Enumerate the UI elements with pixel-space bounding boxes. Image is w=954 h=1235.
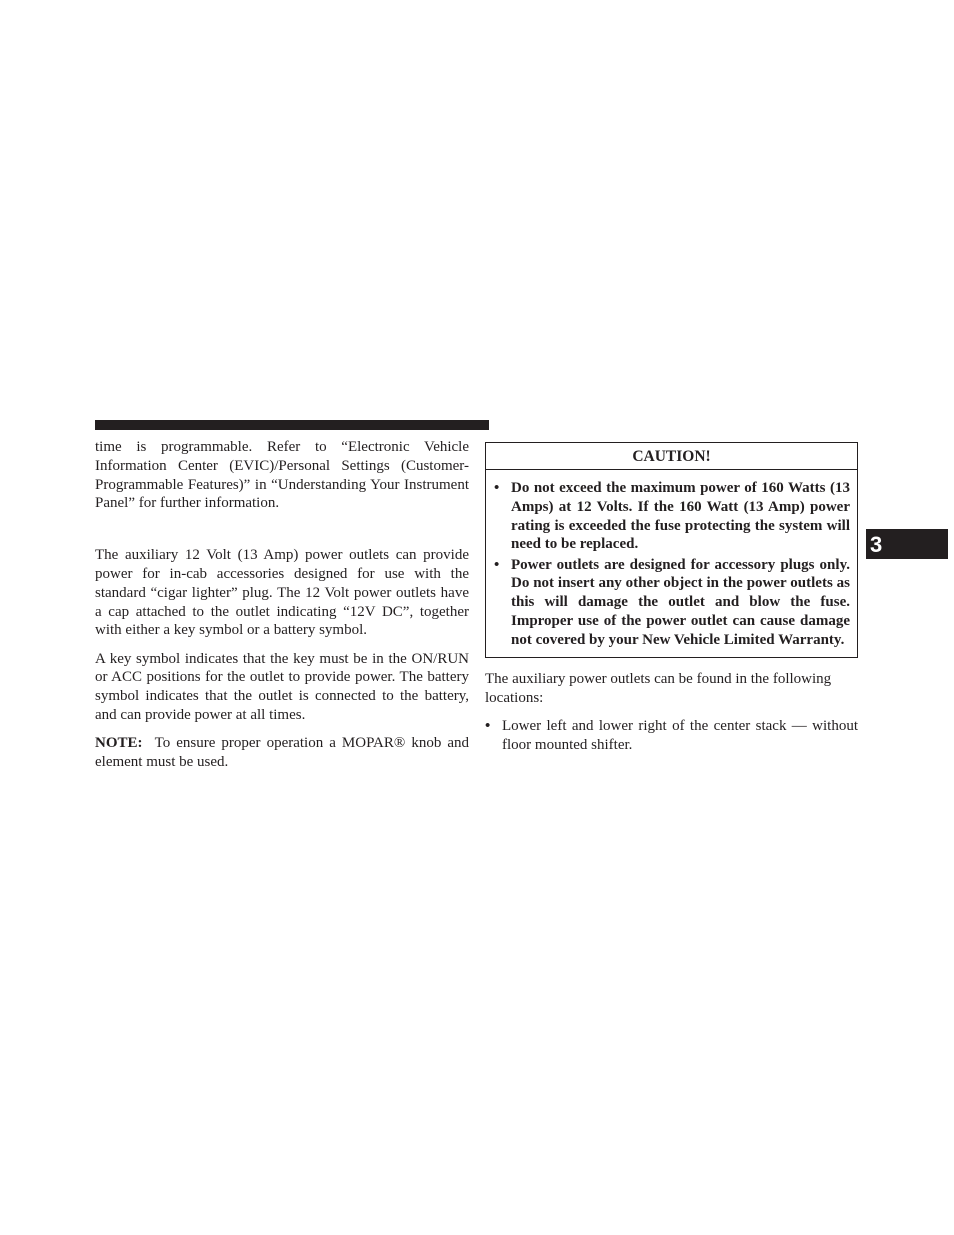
note-paragraph [95,734,469,772]
note-text: To ensure proper operation a MOPAR® knob and element must be used. [95,735,470,771]
section-rule [95,420,489,430]
caution-list [486,470,857,657]
power-outlet-paragraph: The auxiliary 12 Volt (13 Amp) power outlets can provide power for in-cab accessories designed for use with the standard “cigar lighter” plug. The 12 Volt power outlets have a cap attached to the outlet indicating “12V DC”, together with either a key symbol or a battery symbol. [95,547,469,639]
locations-list [485,717,858,755]
bullet-icon: • [494,480,500,496]
bullet-icon: • [485,718,491,735]
continued-paragraph: time is programmable. Refer to “Electronic Vehicle Information Center (EVIC)/Personal Settings (Customer-Programmable Features)” in “Understanding Your Instrument Panel” for further information. [95,439,469,512]
left-column [95,438,469,781]
caution-item-text: Power outlets are designed for accessory plugs only. Do not insert any other object in the power outlets as this will damage the outlet and blow the fuse. Improper use of the power outlet can cause damage not covered by your New Vehicle Limited Warranty. [511,556,850,648]
key-symbol-paragraph: A key symbol indicates that the key must be in the ON/RUN or ACC positions for the outlet to provide power. The battery symbol indicates that the outlet is connected to the battery, and can provide power at all times. [95,650,469,724]
location-item [485,717,858,755]
chapter-tab [866,529,948,559]
locations-intro: The auxiliary power outlets can be found in the following locations: [485,671,832,706]
caution-box [485,442,858,658]
chapter-number: 3 [870,532,883,557]
caution-item [494,556,850,650]
caution-title: CAUTION! [486,443,857,470]
caution-item [494,479,850,554]
caution-item-text: Do not exceed the maximum power of 160 Watts (13 Amps) at 12 Volts. If the 160 Watt (13 Amp) power rating is exceeded the fuse protecting the system will need to be replaced. [511,480,850,553]
bullet-icon: • [494,556,500,573]
right-column [485,442,858,755]
location-item-text: Lower left and lower right of the center stack — without floor mounted shifter. [502,718,858,754]
note-label: NOTE: [95,735,143,752]
